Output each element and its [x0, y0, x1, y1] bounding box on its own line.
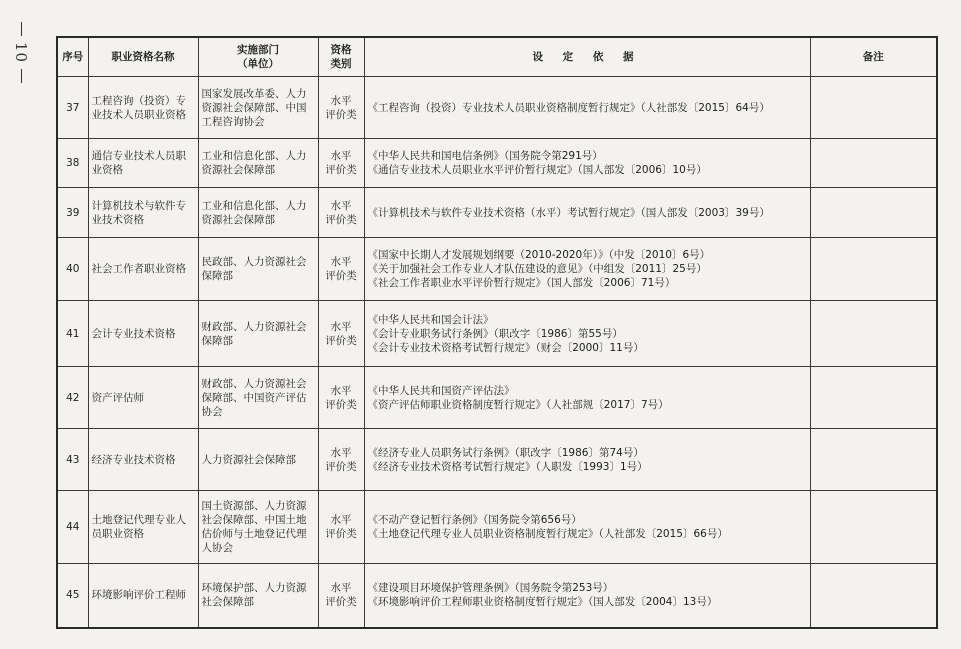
qualification-name: 会计专业技术资格: [88, 301, 198, 367]
basis-line: 《经济专业人员职务试行条例》（职改字〔1986〕第74号）: [367, 446, 644, 459]
remark: [810, 491, 937, 564]
qualification-name: 经济专业技术资格: [88, 429, 198, 491]
qualification-name: 环境影响评价工程师: [88, 564, 198, 628]
qualification-name: 通信专业技术人员职业资格: [88, 139, 198, 188]
qualification-type: 水平 评价类: [318, 301, 364, 367]
remark: [810, 564, 937, 628]
table-row: [57, 301, 937, 367]
basis-line: 《国家中长期人才发展规划纲要（2010-2020年）》（中发〔2010〕6号）: [367, 249, 711, 261]
qualification-type: 水平 评价类: [318, 491, 364, 564]
header-remark: 备注: [810, 37, 937, 77]
basis-line: 《关于加强社会工作专业人才队伍建设的意见》（中组发〔2011〕25号）: [367, 263, 707, 275]
row-number: 44: [57, 491, 88, 564]
qualification-type: 水平 评价类: [318, 429, 364, 491]
basis-line: 《社会工作者职业水平评价暂行规定》（国人部发〔2006〕71号）: [367, 277, 676, 289]
remark: [810, 367, 937, 429]
legal-basis: [364, 238, 810, 301]
basis-line: 《中华人民共和国电信条例》（国务院令第291号）: [367, 150, 603, 162]
table-body: [57, 77, 937, 628]
legal-basis: [364, 77, 810, 139]
implementing-department: 民政部、人力资源社会保障部: [198, 238, 318, 301]
basis-line: 《资产评估师职业资格制度暂行规定》（人社部规〔2017〕7号）: [367, 398, 669, 411]
implementing-department: 国土资源部、人力资源社会保障部、中国土地估价师与土地登记代理人协会: [198, 491, 318, 564]
remark: [810, 77, 937, 139]
implementing-department: 环境保护部、人力资源社会保障部: [198, 564, 318, 628]
header-basis: 设 定 依 据: [364, 37, 810, 77]
basis-line: 《计算机技术与软件专业技术资格（水平）考试暂行规定》（国人部发〔2003〕39号）: [367, 206, 770, 219]
table-row: [57, 564, 937, 628]
implementing-department: 人力资源社会保障部: [198, 429, 318, 491]
basis-line: 《土地登记代理专业人员职业资格制度暂行规定》（人社部发〔2015〕66号）: [367, 528, 728, 540]
page-number: [10, 22, 32, 83]
table-row: [57, 77, 937, 139]
row-number: 43: [57, 429, 88, 491]
legal-basis: [364, 564, 810, 628]
qualification-name: 工程咨询（投资）专业技术人员职业资格: [88, 77, 198, 139]
legal-basis: [364, 139, 810, 188]
implementing-department: 工业和信息化部、人力资源社会保障部: [198, 188, 318, 238]
header-no: 序号: [57, 37, 88, 77]
basis-line: 《中华人民共和国资产评估法》: [367, 384, 515, 397]
remark: [810, 188, 937, 238]
qualification-type: 水平 评价类: [318, 188, 364, 238]
qualification-type: 水平 评价类: [318, 367, 364, 429]
remark: [810, 238, 937, 301]
remark: [810, 301, 937, 367]
row-number: 37: [57, 77, 88, 139]
remark: [810, 429, 937, 491]
legal-basis: [364, 301, 810, 367]
basis-line: 《会计专业技术资格考试暂行规定》（财会〔2000〕11号）: [367, 341, 644, 354]
table-row: [57, 238, 937, 301]
implementing-department: 国家发展改革委、人力资源社会保障部、中国工程咨询协会: [198, 77, 318, 139]
table-row: [57, 188, 937, 238]
remark: [810, 139, 937, 188]
basis-line: 《中华人民共和国会计法》: [367, 313, 494, 326]
basis-line: 《工程咨询（投资）专业技术人员职业资格制度暂行规定》（人社部发〔2015〕64号）: [367, 101, 770, 114]
qualification-type: 水平 评价类: [318, 564, 364, 628]
qualification-name: 资产评估师: [88, 367, 198, 429]
row-number: 40: [57, 238, 88, 301]
table-row: [57, 491, 937, 564]
legal-basis: [364, 188, 810, 238]
qualification-type: 水平 评价类: [318, 77, 364, 139]
row-number: 42: [57, 367, 88, 429]
basis-line: 《建设项目环境保护管理条例》（国务院令第253号）: [367, 582, 614, 595]
legal-basis: [364, 491, 810, 564]
header-dept: 实施部门 （单位）: [198, 37, 318, 77]
basis-line: 《经济专业技术资格考试暂行规定》（人职发〔1993〕1号）: [367, 460, 648, 473]
basis-line: 《环境影响评价工程师职业资格制度暂行规定》（国人部发〔2004〕13号）: [367, 596, 718, 609]
qualification-name: 社会工作者职业资格: [88, 238, 198, 301]
page-number-rule-top: [21, 22, 22, 36]
header-type: 资格 类别: [318, 37, 364, 77]
legal-basis: [364, 367, 810, 429]
implementing-department: 工业和信息化部、人力资源社会保障部: [198, 139, 318, 188]
qualification-name: 计算机技术与软件专业技术资格: [88, 188, 198, 238]
basis-line: 《不动产登记暂行条例》（国务院令第656号）: [367, 514, 582, 526]
row-number: 38: [57, 139, 88, 188]
basis-line: 《通信专业技术人员职业水平评价暂行规定》（国人部发〔2006〕10号）: [367, 164, 707, 176]
row-number: 45: [57, 564, 88, 628]
qualification-type: 水平 评价类: [318, 139, 364, 188]
row-number: 41: [57, 301, 88, 367]
implementing-department: 财政部、人力资源社会保障部: [198, 301, 318, 367]
row-number: 39: [57, 188, 88, 238]
legal-basis: [364, 429, 810, 491]
header-name: 职业资格名称: [88, 37, 198, 77]
page-number-text: 10: [12, 42, 30, 64]
basis-line: 《会计专业职务试行条例》（职改字〔1986〕第55号）: [367, 327, 623, 340]
qualification-type: 水平 评价类: [318, 238, 364, 301]
qualification-name: 土地登记代理专业人员职业资格: [88, 491, 198, 564]
table-row: [57, 429, 937, 491]
implementing-department: 财政部、人力资源社会保障部、中国资产评估协会: [198, 367, 318, 429]
table-row: [57, 139, 937, 188]
qualification-table: [56, 36, 938, 629]
table-header-row: [57, 37, 937, 77]
table-row: [57, 367, 937, 429]
page-number-rule-bottom: [21, 69, 22, 83]
